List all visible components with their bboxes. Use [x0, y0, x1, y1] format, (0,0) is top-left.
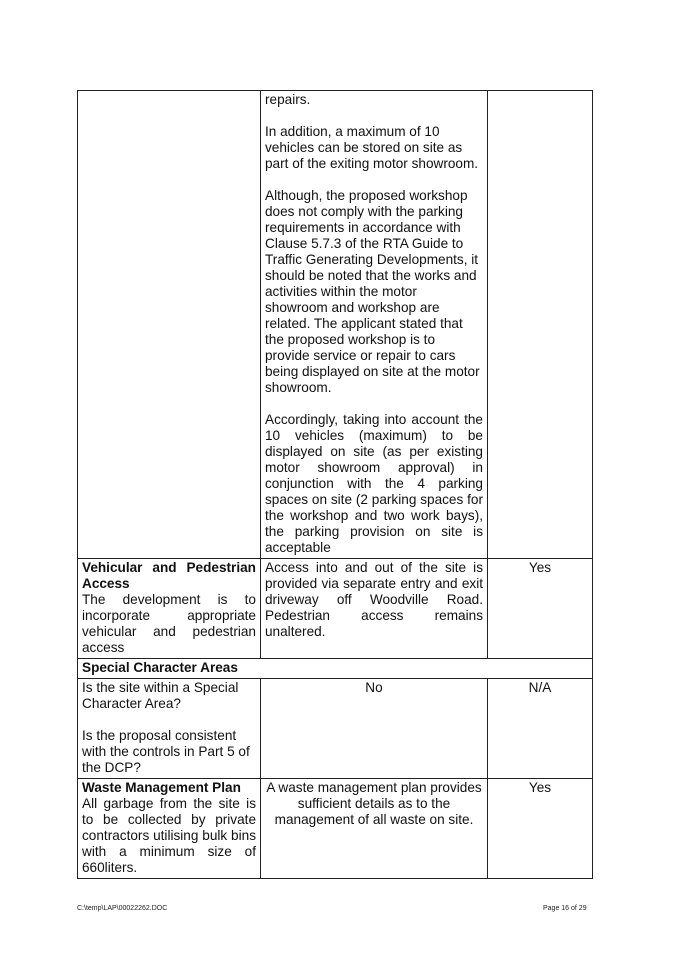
- control-question: Is the proposal consistent with the controls in Part 5 of the DCP?: [82, 728, 250, 775]
- table-row: [78, 559, 593, 659]
- table-row: [78, 779, 593, 879]
- control-cell: [78, 679, 261, 779]
- table-row: [78, 679, 593, 779]
- control-question: Is the site within a Special Character Area?: [82, 680, 239, 711]
- control-cell: [78, 91, 261, 559]
- control-heading: Waste Management Plan: [82, 780, 241, 795]
- compliance-cell: [488, 91, 593, 559]
- compliance-cell: Yes: [488, 779, 593, 879]
- control-text: The development is to incorporate appropriate vehicular and pedestrian access: [82, 592, 256, 655]
- assessment-paragraph: Although, the proposed workshop does not comply with the parking requirements in accordance with Clause 5.7.3 of the RTA Guide to Traffic Generating Developments, it should be noted that the works and activities within the motor showroom and workshop are related. The applicant stated that the proposed workshop is to provide service or repair to cars being displayed on site at the motor showroom.: [265, 188, 480, 395]
- control-text: All garbage from the site is to be collected by private contractors utilising bulk bins with a minimum size of 660liters.: [82, 796, 256, 875]
- compliance-cell: N/A: [488, 679, 593, 779]
- footer-file-path: C:\temp\LAP\00022262.DOC: [77, 905, 168, 912]
- assessment-paragraph: In addition, a maximum of 10 vehicles can be stored on site as part of the exiting motor showroom.: [265, 124, 479, 171]
- footer-page-number: Page 16 of 29: [543, 905, 587, 912]
- compliance-cell: Yes: [488, 559, 593, 659]
- control-heading: Vehicular and Pedestrian Access: [82, 560, 256, 591]
- assessment-cell: No: [261, 679, 488, 779]
- assessment-cell: Access into and out of the site is provided via separate entry and exit driveway off Woodville Road. Pedestrian access remains unaltered.: [261, 559, 488, 659]
- control-cell: [78, 779, 261, 879]
- assessment-paragraph: repairs.: [265, 92, 311, 107]
- table-row: [78, 91, 593, 559]
- assessment-cell: A waste management plan provides sufficient details as to the management of all waste on site.: [261, 779, 488, 879]
- section-heading: Special Character Areas: [78, 659, 593, 679]
- assessment-paragraph: Accordingly, taking into account the 10 vehicles (maximum) to be displayed on site (as per existing motor showroom approval) in conjunction with the 4 parking spaces on site (2 parking spaces for the workshop and two work bays), the parking provision on site is acceptable: [265, 412, 483, 555]
- table-row: [78, 659, 593, 679]
- assessment-cell: [261, 91, 488, 559]
- control-cell: [78, 559, 261, 659]
- assessment-table: [77, 90, 593, 879]
